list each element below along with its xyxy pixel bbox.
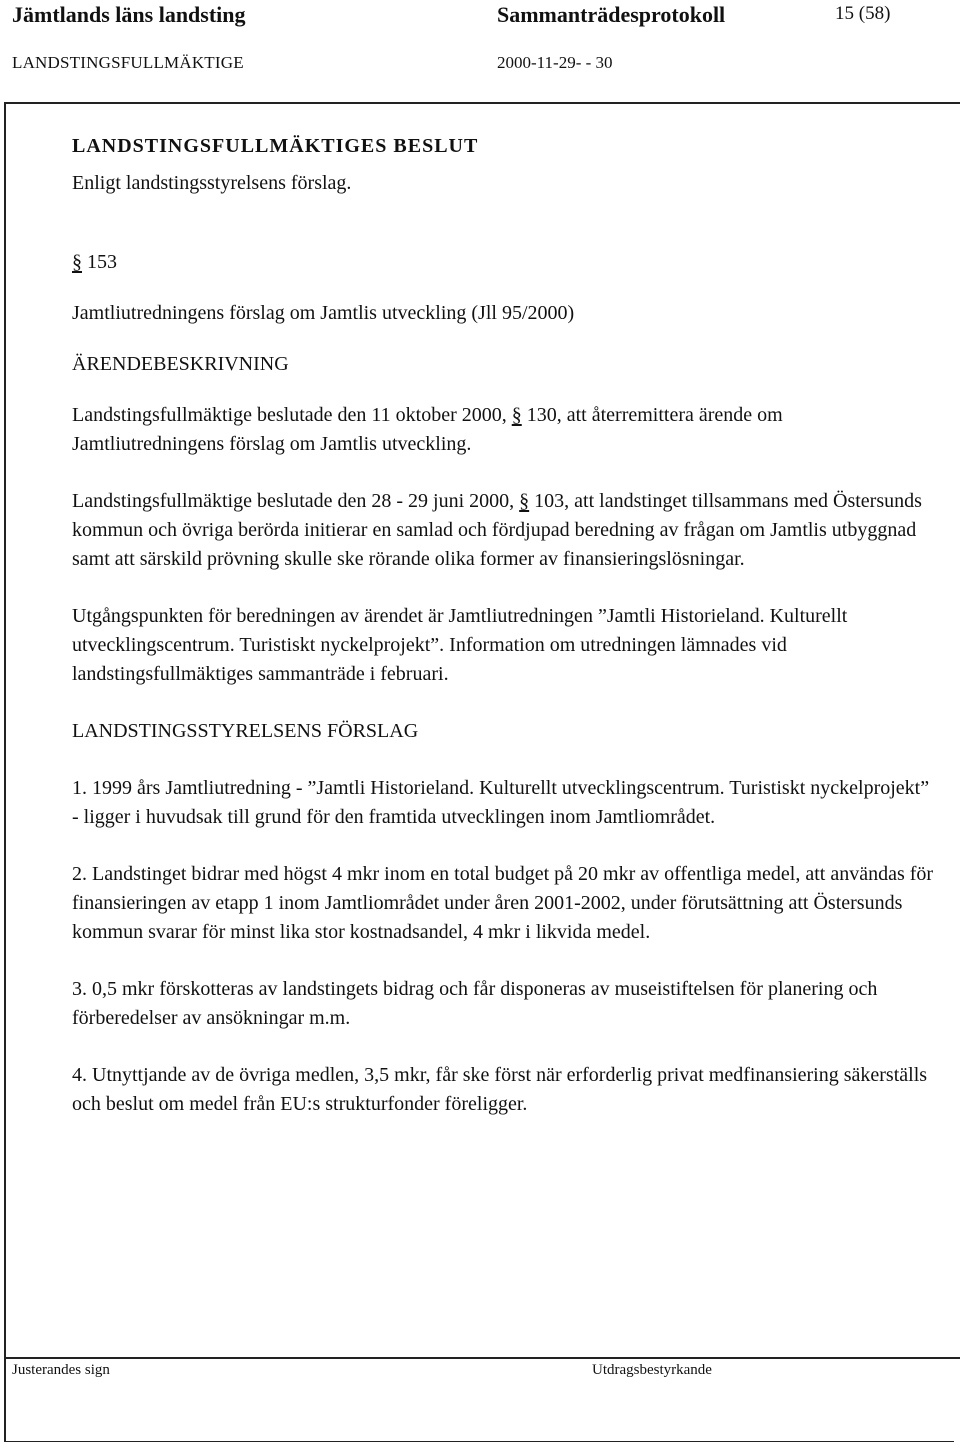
paragraph-1: [72, 401, 934, 459]
proposal-item-2: 2. Landstinget bidrar med högst 4 mkr inom en total budget på 20 mkr av offentliga medel, att användas för finansieringen av etapp 1 inom Jamtliområdet under åren 2001-2002, under förutsättning att Östersunds kommun svarar för minst lika stor kostnadsandel, 4 mkr i likvida medel.: [72, 863, 934, 943]
paragraph-2-end: 103, att landstinget tillsammans med Östersunds kommun och övriga berörda initierar en samlad och fördjupad beredning av frågan om Jamtlis utbyggnad samt att särskild prövning skulle ske rörande olika former av finansieringslösningar.: [72, 490, 922, 570]
proposal-item-1: 1. 1999 års Jamtliutredning - ”Jamtli Historieland. Kulturellt utvecklingscentrum. Turistiskt nyckelprojekt” - ligger i huvudsak till grund för den framtida utvecklingen inom Jamtliområdet.: [72, 777, 930, 828]
proposal-item-4: 4. Utnyttjande av de övriga medlen, 3,5 mkr, får ske först när erforderlig privat medfinansiering säkerställs och beslut om medel från EU:s strukturfonder föreligger.: [72, 1064, 928, 1115]
organization-name: Jämtlands läns landsting: [12, 2, 246, 27]
paragraph-2: [72, 487, 934, 574]
page-number: 15 (58): [835, 3, 891, 24]
footer-base-rule: [4, 1441, 954, 1442]
case-subject: Jamtliutredningens förslag om Jamtlis utveckling (Jll 95/2000): [72, 302, 575, 324]
section-symbol: §: [72, 251, 82, 273]
section-symbol: §: [511, 404, 522, 426]
decision-body: LANDSTINGSFULLMÄKTIGE: [12, 53, 244, 72]
proposal-item-3: 3. 0,5 mkr förskotteras av landstingets bidrag och får disponeras av museistiftelsen för planering och förberedelser av ansökningar m.m.: [72, 978, 878, 1029]
section-number: [72, 248, 934, 277]
section-symbol: §: [519, 490, 530, 512]
description-heading: ÄRENDEBESKRIVNING: [72, 353, 289, 375]
proposal-heading: LANDSTINGSSTYRELSENS FÖRSLAG: [72, 720, 419, 742]
section-number-value: 153: [87, 251, 117, 273]
footer-certification-label: Utdragsbestyrkande: [592, 1362, 712, 1378]
document-type: Sammanträdesprotokoll: [497, 2, 726, 27]
paragraph-1-end: 130, att återremittera ärende om Jamtliutredningens förslag om Jamtlis utveckling.: [72, 404, 783, 455]
paragraph-3: Utgångspunkten för beredningen av ärendet är Jamtliutredningen ”Jamtli Historieland. Kulturellt utvecklingscentrum. Turistiskt nyckelprojekt”. Information om utredningen lämnades vid landstingsfullmäktiges sammanträde i februari.: [72, 605, 848, 685]
protocol-body: [72, 132, 934, 1119]
meeting-date: 2000-11-29- - 30: [497, 53, 613, 72]
paragraph-1-start: Landstingsfullmäktige beslutade den 11 oktober 2000,: [72, 404, 507, 426]
footer-signature-label: Justerandes sign: [12, 1362, 110, 1378]
decision-text: Enligt landstingsstyrelsens förslag.: [72, 172, 352, 194]
footer-rule: [4, 1357, 960, 1359]
header-rule: [4, 102, 960, 104]
left-margin-rule: [4, 102, 6, 1442]
decision-heading: LANDSTINGSFULLMÄKTIGES BESLUT: [72, 135, 479, 157]
paragraph-2-start: Landstingsfullmäktige beslutade den 28 - 29 juni 2000,: [72, 490, 515, 512]
